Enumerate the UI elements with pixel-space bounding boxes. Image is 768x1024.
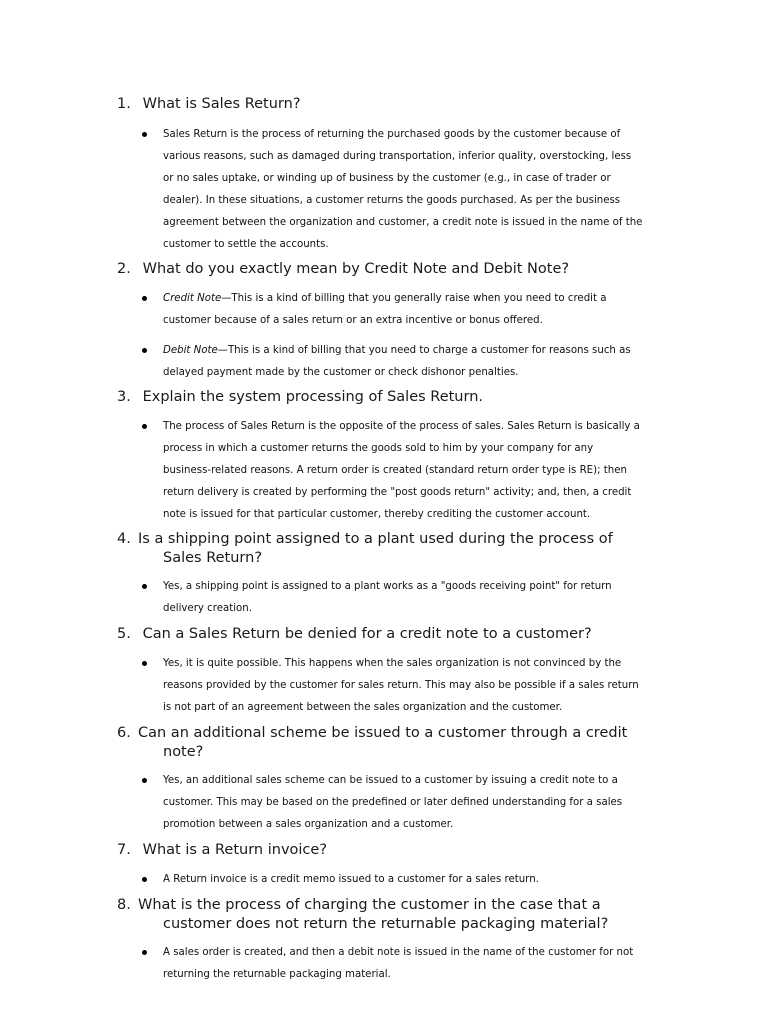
answer-5 — [163, 653, 663, 719]
answer-line: returning the returnable packaging material. — [163, 969, 391, 980]
answer-1 — [163, 124, 663, 256]
answer-line: A sales order is created, and then a debit note is issued in the name of the customer for not — [163, 947, 634, 958]
answer-line: or no sales uptake, or winding up of business by the customer (e.g., in case of trader or — [163, 173, 611, 184]
answer-line: customer to settle the accounts. — [163, 239, 329, 250]
bullet-icon — [142, 296, 147, 301]
answer-text: —This is a kind of billing that you generally raise when you need to credit a — [221, 293, 607, 304]
term-debit-note: Debit Note — [163, 345, 218, 356]
answer-line: reasons provided by the customer for sales return. This may also be possible if a sales return — [163, 680, 639, 691]
bullet-icon — [142, 778, 147, 783]
question-text: What is a Return invoice? — [142, 842, 328, 858]
answer-line: Yes, a shipping point is assigned to a plant works as a "goods receiving point" for return — [163, 581, 612, 592]
answer-line: Yes, it is quite possible. This happens when the sales organization is not convinced by the — [163, 658, 622, 669]
question-number: 1. — [117, 96, 131, 112]
question-line — [117, 896, 657, 915]
question-text-cont: note? — [163, 744, 204, 760]
answer-3 — [163, 416, 663, 526]
question-text: What do you exactly mean by Credit Note and Debit Note? — [142, 261, 570, 277]
question-6 — [117, 724, 657, 762]
answer-line: promotion between a sales organization and a customer. — [163, 819, 454, 830]
term-credit-note: Credit Note — [163, 293, 222, 304]
question-line — [117, 530, 657, 549]
answer-8 — [163, 942, 663, 986]
question-number: 3. — [117, 389, 131, 405]
bullet-icon — [142, 661, 147, 666]
answer-line: delivery creation. — [163, 603, 252, 614]
question-number: 7. — [117, 842, 131, 858]
bullet-icon — [142, 424, 147, 429]
answer-line — [163, 288, 663, 310]
answer-7 — [163, 869, 663, 891]
answer-line: The process of Sales Return is the opposite of the process of sales. Sales Return is basically a — [163, 421, 640, 432]
answer-2b — [163, 340, 663, 384]
question-text: What is the process of charging the customer in the case that a — [138, 897, 601, 913]
question-text: Is a shipping point assigned to a plant used during the process of — [138, 531, 613, 547]
answer-line: customer because of a sales return or an extra incentive or bonus offered. — [163, 315, 543, 326]
answer-line: note is issued for that particular customer, thereby crediting the customer account. — [163, 509, 591, 520]
question-4 — [117, 530, 657, 568]
answer-line: is not part of an agreement between the sales organization and the customer. — [163, 702, 563, 713]
question-7 — [117, 841, 657, 860]
answer-4 — [163, 576, 663, 620]
answer-line: Sales Return is the process of returning the purchased goods by the customer because of — [163, 129, 621, 140]
bullet-icon — [142, 348, 147, 353]
question-line — [117, 724, 657, 743]
question-text: Can a Sales Return be denied for a credit note to a customer? — [142, 626, 592, 642]
question-number: 6. — [117, 725, 131, 741]
answer-line: A Return invoice is a credit memo issued to a customer for a sales return. — [163, 874, 539, 885]
answer-line: dealer). In these situations, a customer returns the goods purchased. As per the business — [163, 195, 621, 206]
question-text: Explain the system processing of Sales Return. — [142, 389, 483, 405]
question-2 — [117, 260, 657, 279]
question-1 — [117, 95, 657, 114]
answer-line: various reasons, such as damaged during transportation, inferior quality, overstocking, less — [163, 151, 632, 162]
answer-6 — [163, 770, 663, 836]
question-number: 4. — [117, 531, 131, 547]
question-text-cont: customer does not return the returnable packaging material? — [163, 916, 609, 932]
question-text-cont: Sales Return? — [163, 550, 263, 566]
question-number: 2. — [117, 261, 131, 277]
question-number: 5. — [117, 626, 131, 642]
bullet-icon — [142, 584, 147, 589]
bullet-icon — [142, 132, 147, 137]
question-number: 8. — [117, 897, 131, 913]
bullet-icon — [142, 877, 147, 882]
question-text: What is Sales Return? — [142, 96, 301, 112]
answer-line: agreement between the organization and customer, a credit note is issued in the name of the — [163, 217, 643, 228]
answer-line: return delivery is created by performing the "post goods return" activity; and, then, a credit — [163, 487, 632, 498]
answer-line: customer. This may be based on the predefined or later defined understanding for a sales — [163, 797, 623, 808]
question-3 — [117, 388, 657, 407]
answer-line: business-related reasons. A return order is created (standard return order type is RE); then — [163, 465, 627, 476]
question-5 — [117, 625, 657, 644]
question-text: Can an additional scheme be issued to a customer through a credit — [138, 725, 628, 741]
answer-line: delayed payment made by the customer or check dishonor penalties. — [163, 367, 519, 378]
answer-line: Yes, an additional sales scheme can be issued to a customer by issuing a credit note to a — [163, 775, 618, 786]
answer-2a — [163, 288, 663, 332]
answer-line — [163, 340, 663, 362]
answer-line: process in which a customer returns the goods sold to him by your company for any — [163, 443, 594, 454]
answer-text: —This is a kind of billing that you need to charge a customer for reasons such as — [217, 345, 631, 356]
question-8 — [117, 896, 657, 934]
bullet-icon — [142, 950, 147, 955]
